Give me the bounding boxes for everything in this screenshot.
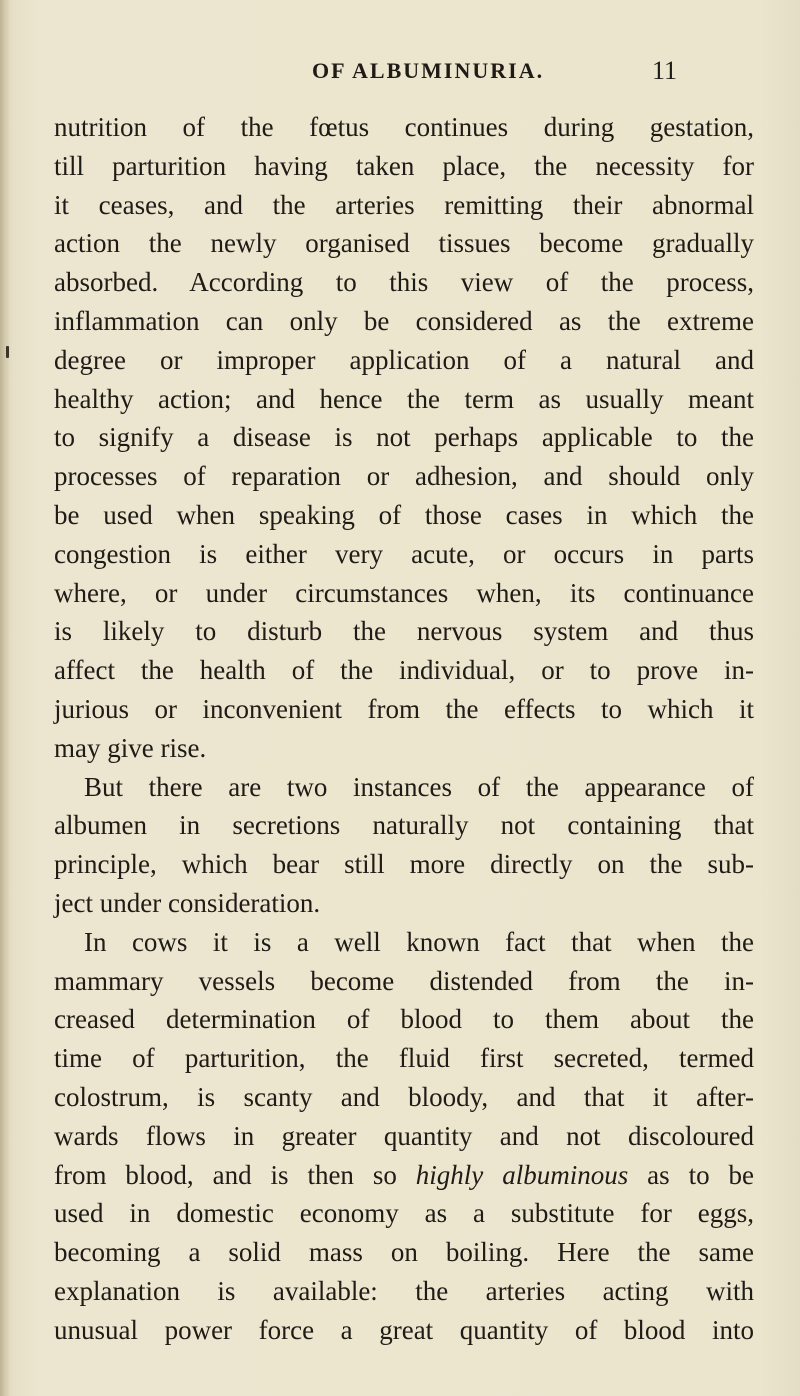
text-line: used in domestic economy as a substitute for eggs,: [54, 1198, 754, 1229]
text-line: colostrum, is scanty and bloody, and that it after-: [54, 1081, 754, 1112]
text-line: unusual power force a great quantity of blood into: [54, 1314, 754, 1345]
text-line: mammary vessels become distended from the in-: [54, 965, 754, 996]
text-line: is likely to disturb the nervous system and thus: [54, 616, 754, 647]
text-line: inflammation can only be considered as the extreme: [54, 305, 754, 336]
text-line: congestion is either very acute, or occurs in parts: [54, 538, 754, 569]
text-line: jurious or inconvenient from the effects to which it: [54, 693, 754, 724]
text-line: where, or under circumstances when, its continuance: [54, 577, 754, 608]
line-text-before: from blood, and is then so: [54, 1159, 416, 1190]
margin-mark: [6, 346, 9, 358]
text-line: processes of reparation or adhesion, and should only: [54, 461, 754, 492]
text-line: to signify a disease is not perhaps applicable to the: [54, 422, 754, 453]
text-line: it ceases, and the arteries remitting their abnormal: [54, 189, 754, 220]
italic-phrase: highly albuminous: [415, 1159, 629, 1190]
text-line: creased determination of blood to them about the: [54, 1004, 754, 1035]
text-line: explanation is available: the arteries acting with: [54, 1275, 754, 1306]
text-line: be used when speaking of those cases in which the: [54, 499, 754, 530]
text-line: becoming a solid mass on boiling. Here the same: [54, 1237, 754, 1268]
page-gutter: [0, 0, 10, 1396]
running-head: [0, 56, 800, 96]
body-text: [54, 108, 754, 1350]
paragraph-start-line: But there are two instances of the appearance of: [84, 771, 754, 802]
running-head-title: OF ALBUMINURIA.: [312, 58, 545, 83]
text-line: principle, which bear still more directly on the sub-: [54, 849, 754, 880]
line-text-after: as to be: [628, 1159, 754, 1190]
text-line: absorbed. According to this view of the process,: [54, 267, 754, 298]
page-number: 11: [652, 56, 678, 85]
text-line: till parturition having taken place, the necessity for: [54, 150, 754, 181]
text-line: affect the health of the individual, or to prove in-: [54, 655, 754, 686]
text-line: albumen in secretions naturally not containing that: [54, 810, 754, 841]
text-line-with-italic: [54, 1156, 754, 1195]
text-line: wards flows in greater quantity and not discoloured: [54, 1120, 754, 1151]
text-line: healthy action; and hence the term as usually meant: [54, 383, 754, 414]
text-line: action the newly organised tissues become gradually: [54, 228, 754, 259]
text-line: degree or improper application of a natural and: [54, 344, 754, 375]
paragraph-end-line: ject under consideration.: [54, 887, 321, 918]
paragraph-start-line: In cows it is a well known fact that when the: [84, 926, 754, 957]
text-line: nutrition of the fœtus continues during gestation,: [54, 112, 754, 142]
text-line: time of parturition, the fluid first secreted, termed: [54, 1043, 754, 1074]
paragraph-end-line: may give rise.: [54, 732, 207, 763]
